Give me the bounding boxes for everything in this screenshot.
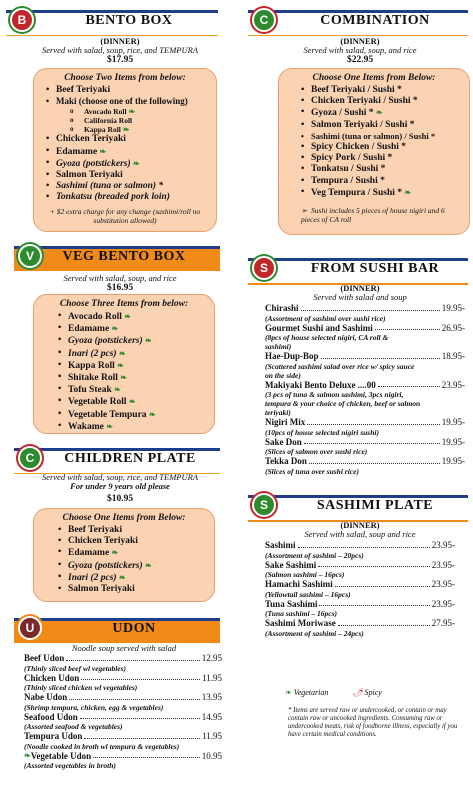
vegetarian-icon: ❧ (111, 548, 119, 558)
list-item: o Kappa Roll ❧ (44, 125, 216, 134)
row-desc: (Assorted vegetables in broth) (24, 761, 116, 770)
vegetarian-icon: ❧ (118, 348, 126, 358)
list-item: • Veg Tempura / Sushi * ❧ (299, 187, 469, 199)
list-item: • Beef Teriyaki (44, 85, 216, 96)
vegetarian-icon: ❧ (124, 312, 131, 321)
udon-header (14, 618, 220, 642)
bento-choose: Choose Two Items from below: (64, 73, 186, 83)
row-desc: (3 pcs of tuna & salmon sashimi, 3pcs nigiri, tempura & your choice of chicken, beef or salmon teriyaki) (265, 390, 421, 417)
veg-price: $16.95 (106, 283, 134, 293)
table-row: Sake Don 19.95- (265, 436, 465, 447)
list-item: • Inari (2 pcs) ❧ (56, 348, 214, 360)
sushibar-title: FROM SUSHI BAR (310, 261, 440, 276)
list-item: • Salmon Teriyaki / Sushi * (299, 120, 469, 131)
row-desc: (Salmon sashimi – 16pcs) (265, 570, 345, 579)
row-desc: (Slices of salmon over sushi rice) (265, 447, 368, 456)
vegetarian-icon: ❧ (375, 108, 383, 118)
table-row: Hamachi Sashimi 23.95- (265, 579, 455, 589)
children-options-box (33, 508, 215, 602)
list-item: • Vegetable Tempura ❧ (56, 409, 214, 421)
vegetarian-icon: ❧ (118, 572, 126, 582)
table-row: Chirashi 19.95- (265, 303, 465, 313)
list-item: • Salmon Teriyaki (44, 170, 216, 181)
table-row: Chicken Udon 11.95 (24, 672, 222, 683)
veg-header (14, 246, 220, 270)
table-row: Tekka Don 19.95- (265, 456, 465, 466)
list-item: • Salmon Teriyaki (56, 584, 214, 595)
vegetarian-icon: ❧ (148, 409, 156, 419)
children-title: CHILDREN PLATE (64, 451, 196, 466)
list-item: • Chicken Teriyaki / Sushi * (299, 96, 469, 107)
list-item: • Edamame ❧ (56, 323, 214, 335)
row-desc: (Tuna sashimi – 16pcs) (265, 609, 338, 618)
veg-badge: V (18, 244, 42, 268)
bento-dinner: (DINNER) (100, 36, 140, 46)
row-desc: (8pcs of house selected nigiri, CA roll & sashimi) (265, 333, 389, 351)
sushibar-subtitle: Served with salad and soup (313, 292, 407, 302)
combination-choose: Choose One Items from Below: (312, 73, 436, 83)
list-item: • Tonkatsu (breaded pork loin) (44, 192, 216, 203)
sashimi-subtitle: Served with salad, soup and rice (304, 529, 416, 539)
children-choose: Choose One Items from Below: (62, 513, 186, 523)
row-desc: (Assorted seafood & vegetables) (24, 722, 123, 731)
list-item: • Tonkatsu / Sushi * (299, 164, 469, 175)
list-item: • Sashimi (tuna or salmon) * (44, 181, 216, 192)
table-row: Tempura Udon 11.95 (24, 731, 222, 741)
vegetarian-icon: ❧ (99, 146, 107, 156)
table-row: ❧ Vegetable Udon 10.95 (24, 750, 222, 761)
children-header (14, 448, 220, 472)
list-item: • Spicy Chicken / Sushi * (299, 142, 469, 153)
row-desc: (Assortment of sashimi – 24pcs) (265, 628, 364, 638)
combination-subtitle: Served with salad, soup, and rice (303, 45, 417, 55)
combination-dinner: (DINNER) (340, 36, 380, 46)
combination-title: COMBINATION (320, 13, 430, 28)
list-item: • Gyoza / Sushi * ❧ (299, 107, 469, 119)
vegetarian-icon: ❧ (285, 688, 292, 697)
row-desc: (Shrimp tempura, chicken, egg & vegetables) (24, 702, 164, 712)
veg-choose: Choose Three Items from below: (59, 299, 189, 309)
legend (285, 688, 465, 697)
table-row: Sake Sashimi 23.95- (265, 559, 455, 570)
table-row: Beef Udon 12.95 (24, 653, 222, 663)
vegetarian-icon: ❧ (145, 560, 152, 570)
fine-print: * Items are served raw or undercooked, or contain or may contain raw or uncooked ingredients. Consuming raw or undercooked meats, risk of foodborne illness, especially if you have certain medical conditions. (288, 707, 458, 738)
table-row: Nigiri Mix 19.95- (265, 417, 465, 427)
children-subtitle2: For under 9 years old please (70, 481, 170, 491)
list-item: • Vegetable Roll ❧ (56, 396, 214, 408)
veg-title: VEG BENTO BOX (62, 249, 186, 264)
legend-vegetarian: Vegetarian (293, 688, 329, 697)
combination-price: $22.95 (346, 55, 374, 65)
sashimi-header (248, 495, 468, 519)
list-item: • Shitake Roll ❧ (56, 372, 214, 384)
vegetarian-icon: ❧ (122, 125, 130, 135)
combination-header (248, 10, 468, 34)
list-item: • Wakame ❧ (56, 421, 214, 433)
list-item: • Edamame ❧ (44, 146, 216, 158)
sashimi-list (265, 540, 455, 638)
list-item: o California Roll (44, 116, 216, 125)
udon-badge: U (18, 616, 42, 640)
combination-badge: C (252, 8, 276, 32)
vegetarian-icon: ❧ (111, 324, 119, 334)
list-item: • Spicy Pork / Sushi * (299, 153, 469, 164)
sashimi-title: SASHIMI PLATE (316, 498, 434, 513)
table-row: Gourmet Sushi and Sashimi 26.95- (265, 322, 465, 333)
list-item: • Chicken Teriyaki (44, 134, 216, 145)
table-row: Tuna Sashimi 23.95- (265, 598, 455, 609)
list-item: • Tofu Steak ❧ (56, 384, 214, 396)
table-row: Sashimi Moriwase 27.95- (265, 618, 455, 628)
udon-list (24, 653, 222, 770)
table-row: Seafood Udon 14.95 (24, 711, 222, 722)
combination-note: ➢ Sushi includes 5 pieces of house nigiri and 6 pieces of CA roll (301, 206, 445, 225)
row-desc: (Noodle cooked in broth wl tempura & vegetables) (24, 741, 180, 751)
bento-header (6, 10, 218, 34)
list-item: • Tempura / Sushi * (299, 176, 469, 187)
list-item: • Edamame ❧ (56, 547, 214, 559)
vegetarian-icon: ❧ (145, 336, 152, 346)
list-item: • Gyoza (potstickers) ❧ (44, 158, 216, 170)
sushibar-list (265, 303, 465, 476)
table-row: Nabe Udon 13.95 (24, 692, 222, 702)
list-item: • Maki (choose one of the following) (44, 96, 216, 107)
spicy-icon: 🌶 (352, 688, 363, 697)
row-desc: (Thinly sliced beef wl vegetables) (24, 663, 127, 673)
bento-price: $17.95 (106, 55, 134, 65)
table-row: Sashimi 23.95- (265, 540, 455, 550)
children-price: $10.95 (106, 494, 134, 504)
bento-note: + $2 extra charge for any change (sashimi/roll no substitution allowed) (49, 206, 201, 225)
children-subtitle: Served with salad, soup, rice, and TEMPURA (41, 472, 199, 482)
row-desc: (Thinly sliced chicken wl vegetables) (24, 683, 138, 692)
sashimi-dinner: (DINNER) (340, 520, 380, 530)
vegetarian-icon: ❧ (114, 385, 121, 395)
sushibar-dinner: (DINNER) (340, 283, 380, 293)
vegetarian-icon: ❧ (120, 373, 127, 383)
vegetarian-icon: ❧ (128, 107, 136, 117)
combination-options-box (278, 68, 470, 235)
bento-badge: B (10, 8, 34, 32)
row-desc: (Yellowtail sashimi – 16pcs) (265, 589, 351, 599)
bento-subtitle: Served with salad, soup, rice, and TEMPURA (41, 45, 199, 55)
children-badge: C (18, 446, 42, 470)
vegetarian-icon: ❧ (117, 360, 124, 370)
row-desc: (Assortment of sashimi over sushi rice) (265, 313, 386, 323)
sushibar-badge: S (252, 256, 276, 280)
list-item: • Avocado Roll ❧ (56, 311, 214, 323)
list-item: • Kappa Roll ❧ (56, 360, 214, 372)
row-desc: (Assortment of sashimi – 20pcs) (265, 550, 364, 560)
sashimi-badge: S (252, 493, 276, 517)
list-item: • Inari (2 pcs) ❧ (56, 572, 214, 584)
vegetarian-icon: ❧ (404, 187, 412, 197)
vegetarian-icon: ❧ (24, 750, 31, 760)
vegetarian-icon: ❧ (106, 421, 113, 431)
list-item: • Beef Teriyaki (56, 525, 214, 536)
udon-title: UDON (112, 621, 156, 636)
vegetarian-icon: ❧ (128, 397, 136, 407)
veg-options-box (33, 294, 215, 434)
list-item: • Gyoza (potstickers) ❧ (56, 335, 214, 347)
list-item: • Beef Teriyaki / Sushi * (299, 85, 469, 96)
sushibar-header (248, 258, 468, 282)
row-desc: (Scattered sashimi salad over rice w/ spicy sauce on the side) (265, 361, 415, 380)
legend-spicy: Spicy (364, 688, 382, 697)
list-item: o Avocado Roll ❧ (44, 107, 216, 116)
row-desc: (Slices of tuna over sushi rice) (265, 466, 359, 476)
list-item: • Chicken Teriyaki (56, 536, 214, 547)
table-row: Hae-Dup-Bop 18.95- (265, 351, 465, 361)
veg-subtitle: Served with salad, soup, and rice (63, 273, 177, 283)
list-item: • Gyoza (potstickers) ❧ (56, 560, 214, 572)
row-desc: (10pcs of house selected nigiri sushi) (265, 427, 379, 437)
list-item: • Sashimi (tuna or salmon) / Sushi * (299, 131, 469, 142)
bento-title: BENTO BOX (85, 13, 173, 28)
vegetarian-icon: ❧ (133, 158, 140, 168)
udon-subtitle: Noodle soup served with salad (71, 643, 177, 653)
table-row: Makiyaki Bento Deluxe ....00 23.95- (265, 379, 465, 390)
bento-options-box (33, 68, 217, 232)
